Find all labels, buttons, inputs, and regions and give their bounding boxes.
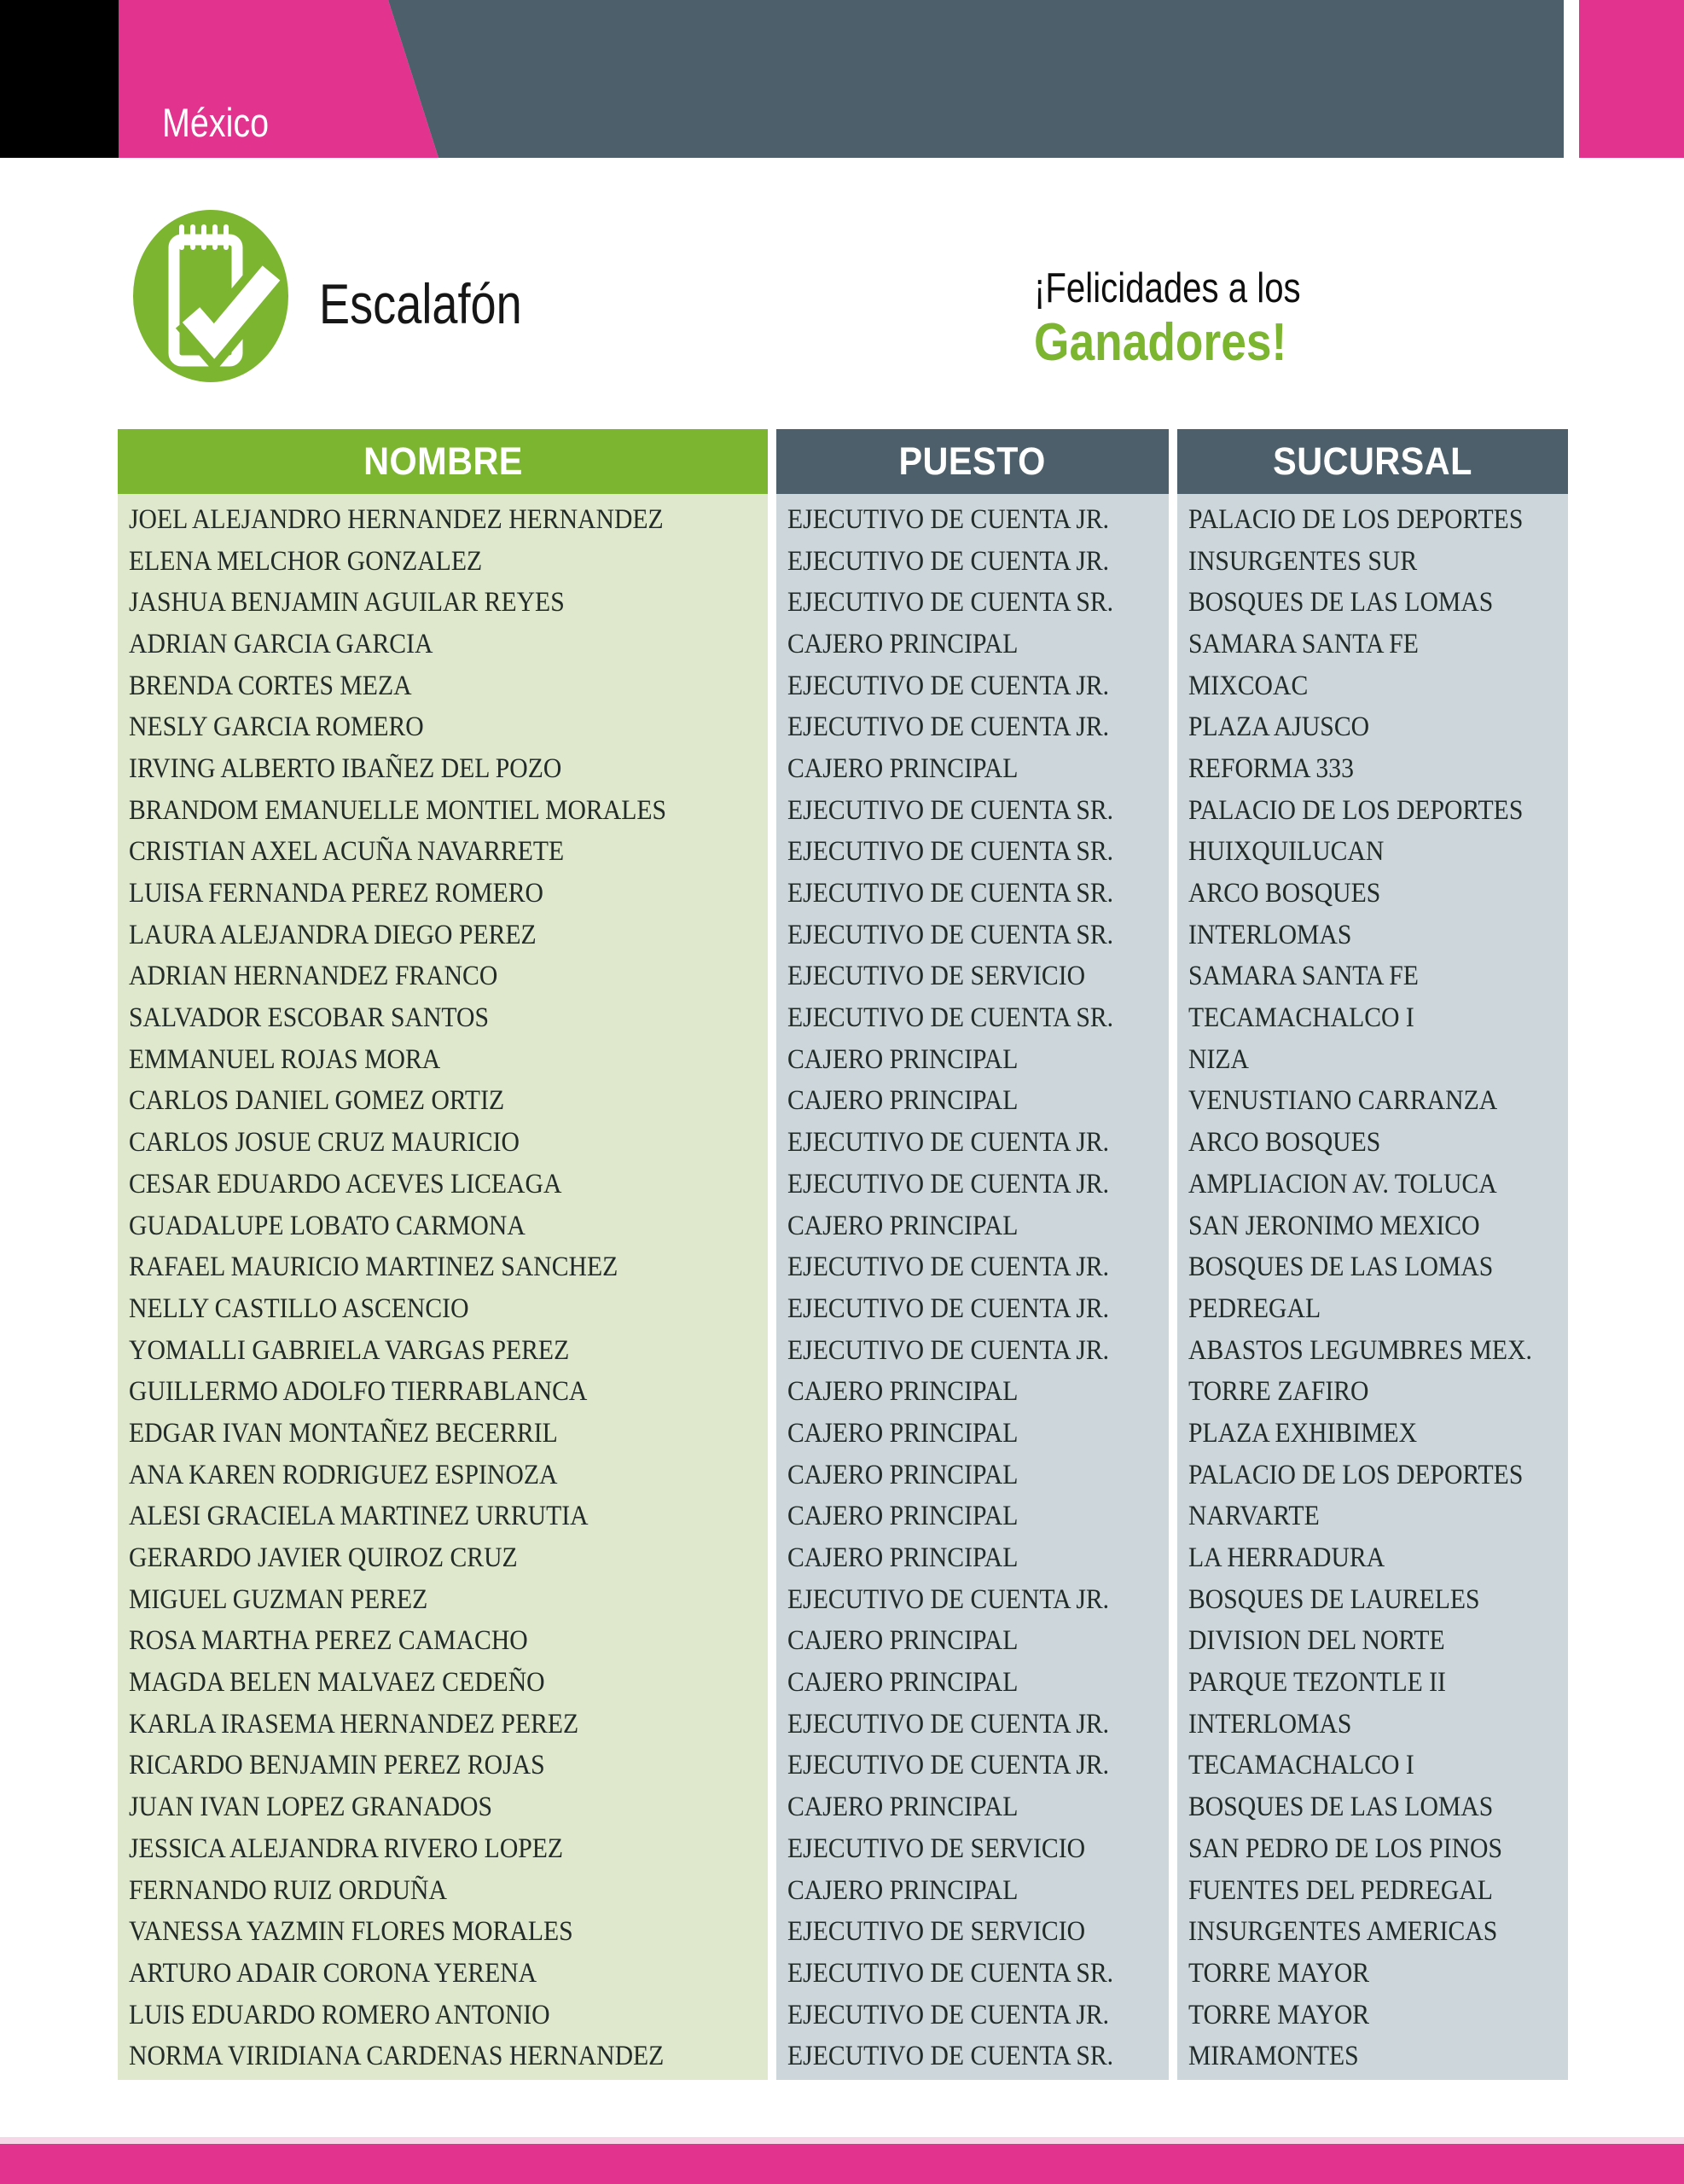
table-cell-text: CAJERO PRINCIPAL — [787, 1542, 1019, 1574]
footer-bar — [0, 2144, 1684, 2184]
congrats-line1: ¡Felicidades a los — [1034, 265, 1301, 311]
table-cell-text: CAJERO PRINCIPAL — [787, 1376, 1019, 1408]
table-cell-text: PEDREGAL — [1188, 1292, 1321, 1324]
table-cell-text: EJECUTIVO DE CUENTA JR. — [787, 1168, 1110, 1199]
table-cell-text: ROSA MARTHA PEREZ CAMACHO — [129, 1625, 528, 1657]
table-cell-text: JASHUA BENJAMIN AGUILAR REYES — [129, 587, 565, 619]
table-cell-text: PLAZA AJUSCO — [1188, 712, 1370, 743]
table-cell-sucursal — [1177, 915, 1568, 956]
table-cell-text: INTERLOMAS — [1188, 919, 1352, 950]
table-cell-puesto — [776, 1786, 1169, 1828]
table-cell-text: EJECUTIVO DE SERVICIO — [787, 1916, 1086, 1948]
table-cell-text: LUISA FERNANDA PEREZ ROMERO — [129, 878, 543, 909]
table-cell-text: INSURGENTES SUR — [1188, 545, 1418, 577]
column-body-nombre — [118, 494, 768, 2080]
table-cell-text: SAMARA SANTA FE — [1188, 628, 1419, 659]
table-cell-nombre — [118, 1621, 768, 1663]
table-cell-text: EJECUTIVO DE CUENTA JR. — [787, 1334, 1110, 1366]
table-cell-text: LA HERRADURA — [1188, 1542, 1385, 1574]
table-cell-sucursal — [1177, 832, 1568, 874]
table-cell-text: EJECUTIVO DE CUENTA SR. — [787, 836, 1114, 868]
table-cell-sucursal — [1177, 1081, 1568, 1123]
table-cell-nombre — [118, 1081, 768, 1123]
table-cell-text: EJECUTIVO DE CUENTA SR. — [787, 878, 1114, 909]
table-cell-nombre — [118, 1704, 768, 1745]
table-cell-nombre — [118, 1662, 768, 1704]
table-cell-text: EJECUTIVO DE CUENTA JR. — [787, 1583, 1110, 1615]
table-cell-text: CAJERO PRINCIPAL — [787, 628, 1019, 659]
table-cell-sucursal — [1177, 1330, 1568, 1372]
table-cell-sucursal — [1177, 541, 1568, 583]
table-cell-nombre — [118, 1164, 768, 1205]
table-cell-puesto — [776, 832, 1169, 874]
table-cell-puesto — [776, 997, 1169, 1039]
table-cell-text: BOSQUES DE LAS LOMAS — [1188, 1792, 1494, 1823]
table-cell-sucursal — [1177, 997, 1568, 1039]
table-cell-puesto — [776, 1828, 1169, 1870]
table-cell-text: LAURA ALEJANDRA DIEGO PEREZ — [129, 919, 537, 950]
table-cell-text: NESLY GARCIA ROMERO — [129, 712, 424, 743]
table-cell-nombre — [118, 1911, 768, 1953]
table-cell-puesto — [776, 1164, 1169, 1205]
table-cell-text: BOSQUES DE LAS LOMAS — [1188, 1252, 1494, 1283]
table-cell-puesto — [776, 1745, 1169, 1787]
table-cell-text: MIRAMONTES — [1188, 2041, 1359, 2072]
table-cell-nombre — [118, 1039, 768, 1081]
table-cell-text: EDGAR IVAN MONTAÑEZ BECERRIL — [129, 1417, 558, 1449]
table-cell-puesto — [776, 1371, 1169, 1413]
table-cell-text: GUADALUPE LOBATO CARMONA — [129, 1210, 526, 1241]
table-cell-text: ARCO BOSQUES — [1188, 878, 1381, 909]
table-cell-text: EJECUTIVO DE CUENTA JR. — [787, 670, 1110, 701]
table-cell-puesto — [776, 1039, 1169, 1081]
table-cell-puesto — [776, 582, 1169, 624]
table-cell-sucursal — [1177, 499, 1568, 541]
table-cell-text: CAJERO PRINCIPAL — [787, 1210, 1019, 1241]
table-cell-sucursal — [1177, 1995, 1568, 2036]
table-cell-text: VENUSTIANO CARRANZA — [1188, 1085, 1498, 1117]
table-cell-text: RICARDO BENJAMIN PEREZ ROJAS — [129, 1750, 545, 1781]
table-cell-nombre — [118, 1330, 768, 1372]
table-cell-text: AMPLIACION AV. TOLUCA — [1188, 1168, 1497, 1199]
table-cell-text: TECAMACHALCO I — [1188, 1750, 1414, 1781]
table-cell-text: EMMANUEL ROJAS MORA — [129, 1043, 441, 1075]
table-cell-text: INSURGENTES AMERICAS — [1188, 1916, 1498, 1948]
table-cell-text: NELLY CASTILLO ASCENCIO — [129, 1292, 469, 1324]
table-cell-sucursal — [1177, 1122, 1568, 1164]
table-cell-sucursal — [1177, 706, 1568, 748]
table-cell-sucursal — [1177, 1662, 1568, 1704]
table-cell-puesto — [776, 1205, 1169, 1247]
table-cell-sucursal — [1177, 1455, 1568, 1496]
table-cell-text: CESAR EDUARDO ACEVES LICEAGA — [129, 1168, 562, 1199]
table-cell-text: NORMA VIRIDIANA CARDENAS HERNANDEZ — [129, 2041, 665, 2072]
table-cell-text: PLAZA EXHIBIMEX — [1188, 1417, 1418, 1449]
table-cell-text: CAJERO PRINCIPAL — [787, 1085, 1019, 1117]
slate-banner — [388, 0, 1564, 158]
table-cell-puesto — [776, 915, 1169, 956]
table-cell-sucursal — [1177, 1039, 1568, 1081]
table-cell-puesto — [776, 499, 1169, 541]
table-cell-puesto — [776, 1288, 1169, 1330]
table-cell-text: EJECUTIVO DE CUENTA JR. — [787, 503, 1110, 535]
table-cell-nombre — [118, 1786, 768, 1828]
table-cell-nombre — [118, 1828, 768, 1870]
table-cell-text: EJECUTIVO DE CUENTA JR. — [787, 545, 1110, 577]
table-cell-text: REFORMA 333 — [1188, 752, 1354, 784]
table-cell-puesto — [776, 541, 1169, 583]
table-cell-nombre — [118, 915, 768, 956]
table-cell-text: PALACIO DE LOS DEPORTES — [1188, 1459, 1524, 1490]
table-cell-puesto — [776, 1455, 1169, 1496]
table-cell-puesto — [776, 1579, 1169, 1621]
table-cell-text: EJECUTIVO DE CUENTA SR. — [787, 1957, 1114, 1989]
table-cell-puesto — [776, 1953, 1169, 1995]
table-cell-sucursal — [1177, 624, 1568, 665]
table-cell-puesto — [776, 1122, 1169, 1164]
table-cell-nombre — [118, 748, 768, 790]
table-cell-text: NIZA — [1188, 1043, 1249, 1075]
table-cell-nombre — [118, 1455, 768, 1496]
table-cell-text: FUENTES DEL PEDREGAL — [1188, 1874, 1493, 1906]
table-cell-text: EJECUTIVO DE CUENTA JR. — [787, 1750, 1110, 1781]
table-cell-sucursal — [1177, 1496, 1568, 1538]
table-cell-sucursal — [1177, 1288, 1568, 1330]
table-cell-sucursal — [1177, 1537, 1568, 1579]
table-cell-text: PALACIO DE LOS DEPORTES — [1188, 503, 1524, 535]
table-cell-text: CAJERO PRINCIPAL — [787, 1874, 1019, 1906]
column-header-label: SUCURSAL — [1273, 439, 1472, 483]
table-cell-nombre — [118, 997, 768, 1039]
column-header-puesto — [776, 429, 1169, 494]
table-cell-text: ADRIAN HERNANDEZ FRANCO — [129, 961, 498, 992]
table-cell-nombre — [118, 2036, 768, 2077]
top-banner — [0, 0, 1684, 158]
table-cell-text: GERARDO JAVIER QUIROZ CRUZ — [129, 1542, 518, 1574]
table-cell-text: EJECUTIVO DE CUENTA JR. — [787, 1292, 1110, 1324]
table-cell-text: TORRE MAYOR — [1188, 1999, 1370, 2030]
column-header-label: PUESTO — [898, 439, 1047, 483]
table-cell-text: ARTURO ADAIR CORONA YERENA — [129, 1957, 537, 1989]
table-cell-text: EJECUTIVO DE CUENTA JR. — [787, 1999, 1110, 2030]
table-cell-sucursal — [1177, 1828, 1568, 1870]
column-header-sucursal — [1177, 429, 1568, 494]
table-cell-text: ARCO BOSQUES — [1188, 1127, 1381, 1159]
table-cell-nombre — [118, 790, 768, 832]
table-cell-text: KARLA IRASEMA HERNANDEZ PEREZ — [129, 1708, 579, 1740]
table-cell-sucursal — [1177, 1911, 1568, 1953]
table-cell-text: EJECUTIVO DE CUENTA SR. — [787, 1002, 1114, 1034]
table-cell-sucursal — [1177, 1953, 1568, 1995]
table-cell-nombre — [118, 1579, 768, 1621]
table-cell-text: NARVARTE — [1188, 1501, 1320, 1532]
table-cell-nombre — [118, 624, 768, 665]
table-cell-puesto — [776, 1246, 1169, 1288]
table-cell-puesto — [776, 1537, 1169, 1579]
table-cell-text: GUILLERMO ADOLFO TIERRABLANCA — [129, 1376, 588, 1408]
table-cell-puesto — [776, 1496, 1169, 1538]
table-cell-puesto — [776, 1870, 1169, 1912]
table-cell-nombre — [118, 1537, 768, 1579]
table-cell-text: TORRE MAYOR — [1188, 1957, 1370, 1989]
table-cell-text: ANA KAREN RODRIGUEZ ESPINOZA — [129, 1459, 558, 1490]
clipboard-check-icon — [130, 207, 293, 386]
table-cell-puesto — [776, 956, 1169, 998]
table-cell-sucursal — [1177, 1745, 1568, 1787]
table-cell-puesto — [776, 624, 1169, 665]
table-cell-nombre — [118, 582, 768, 624]
table-cell-puesto — [776, 790, 1169, 832]
table-cell-text: MIXCOAC — [1188, 670, 1309, 701]
table-cell-sucursal — [1177, 1205, 1568, 1247]
table-cell-text: BOSQUES DE LAS LOMAS — [1188, 587, 1494, 619]
table-cell-sucursal — [1177, 1413, 1568, 1455]
table-cell-sucursal — [1177, 2036, 1568, 2077]
table-cell-nombre — [118, 706, 768, 748]
black-corner-block — [0, 0, 119, 158]
column-body-puesto — [776, 494, 1169, 2080]
table-cell-text: CAJERO PRINCIPAL — [787, 752, 1019, 784]
table-cell-nombre — [118, 956, 768, 998]
table-cell-nombre — [118, 1413, 768, 1455]
table-cell-text: MAGDA BELEN MALVAEZ CEDEÑO — [129, 1667, 545, 1699]
table-cell-text: TECAMACHALCO I — [1188, 1002, 1414, 1034]
table-cell-text: CARLOS JOSUE CRUZ MAURICIO — [129, 1127, 520, 1159]
table-cell-text: PARQUE TEZONTLE II — [1188, 1667, 1446, 1699]
table-cell-nombre — [118, 1953, 768, 1995]
table-cell-text: CARLOS DANIEL GOMEZ ORTIZ — [129, 1085, 505, 1117]
table-cell-sucursal — [1177, 1371, 1568, 1413]
table-cell-text: JOEL ALEJANDRO HERNANDEZ HERNANDEZ — [129, 503, 664, 535]
table-cell-text: MIGUEL GUZMAN PEREZ — [129, 1583, 428, 1615]
table-cell-text: CAJERO PRINCIPAL — [787, 1625, 1019, 1657]
table-cell-puesto — [776, 706, 1169, 748]
table-cell-sucursal — [1177, 665, 1568, 707]
table-cell-sucursal — [1177, 1704, 1568, 1745]
table-cell-text: CAJERO PRINCIPAL — [787, 1501, 1019, 1532]
table-cell-text: SAN JERONIMO MEXICO — [1188, 1210, 1480, 1241]
table-cell-puesto — [776, 1995, 1169, 2036]
table-cell-sucursal — [1177, 582, 1568, 624]
table-cell-sucursal — [1177, 1579, 1568, 1621]
table-cell-nombre — [118, 499, 768, 541]
table-cell-text: ABASTOS LEGUMBRES MEX. — [1188, 1334, 1532, 1366]
table-cell-text: YOMALLI GABRIELA VARGAS PEREZ — [129, 1334, 570, 1366]
table-cell-text: EJECUTIVO DE CUENTA SR. — [787, 919, 1114, 950]
column-body-sucursal — [1177, 494, 1568, 2080]
column-nombre — [118, 429, 768, 2080]
table-cell-text: ALESI GRACIELA MARTINEZ URRUTIA — [129, 1501, 589, 1532]
table-cell-nombre — [118, 1496, 768, 1538]
table-cell-text: EJECUTIVO DE CUENTA SR. — [787, 794, 1114, 826]
table-cell-nombre — [118, 873, 768, 915]
table-cell-nombre — [118, 665, 768, 707]
table-cell-puesto — [776, 665, 1169, 707]
congrats-line2: Ganadores! — [1034, 313, 1287, 372]
table-cell-text: BRENDA CORTES MEZA — [129, 670, 412, 701]
table-cell-text: CAJERO PRINCIPAL — [787, 1043, 1019, 1075]
table-cell-sucursal — [1177, 1786, 1568, 1828]
table-cell-sucursal — [1177, 1870, 1568, 1912]
pink-corner-block — [1579, 0, 1684, 158]
table-cell-sucursal — [1177, 748, 1568, 790]
table-cell-text: BOSQUES DE LAURELES — [1188, 1583, 1480, 1615]
table-cell-text: CAJERO PRINCIPAL — [787, 1459, 1019, 1490]
table-cell-sucursal — [1177, 873, 1568, 915]
table-cell-text: FERNANDO RUIZ ORDUÑA — [129, 1874, 447, 1906]
table-cell-nombre — [118, 832, 768, 874]
table-cell-sucursal — [1177, 956, 1568, 998]
table-cell-nombre — [118, 1246, 768, 1288]
table-cell-puesto — [776, 748, 1169, 790]
table-cell-text: SAN PEDRO DE LOS PINOS — [1188, 1833, 1503, 1864]
table-cell-sucursal — [1177, 1246, 1568, 1288]
table-cell-text: IRVING ALBERTO IBAÑEZ DEL POZO — [129, 752, 562, 784]
table-cell-puesto — [776, 1621, 1169, 1663]
table-cell-sucursal — [1177, 1164, 1568, 1205]
table-cell-text: SAMARA SANTA FE — [1188, 961, 1419, 992]
table-cell-puesto — [776, 1330, 1169, 1372]
table-cell-text: LUIS EDUARDO ROMERO ANTONIO — [129, 1999, 550, 2030]
table-cell-text: JESSICA ALEJANDRA RIVERO LOPEZ — [129, 1833, 564, 1864]
table-cell-puesto — [776, 1911, 1169, 1953]
table-cell-text: CAJERO PRINCIPAL — [787, 1792, 1019, 1823]
table-cell-text: EJECUTIVO DE CUENTA SR. — [787, 2041, 1114, 2072]
page-title: Escalafón — [319, 272, 522, 335]
table-cell-nombre — [118, 1745, 768, 1787]
table-cell-text: EJECUTIVO DE SERVICIO — [787, 961, 1086, 992]
table-cell-text: INTERLOMAS — [1188, 1708, 1352, 1740]
table-cell-text: BRANDOM EMANUELLE MONTIEL MORALES — [129, 794, 666, 826]
table-cell-text: EJECUTIVO DE CUENTA JR. — [787, 1708, 1110, 1740]
table-cell-nombre — [118, 1995, 768, 2036]
table-cell-puesto — [776, 1704, 1169, 1745]
table-cell-text: VANESSA YAZMIN FLORES MORALES — [129, 1916, 573, 1948]
table-cell-text: RAFAEL MAURICIO MARTINEZ SANCHEZ — [129, 1252, 618, 1283]
column-header-nombre — [118, 429, 768, 494]
table-cell-text: EJECUTIVO DE CUENTA JR. — [787, 1127, 1110, 1159]
table-cell-nombre — [118, 1870, 768, 1912]
table-cell-nombre — [118, 1122, 768, 1164]
table-cell-text: HUIXQUILUCAN — [1188, 836, 1385, 868]
column-sucursal — [1177, 429, 1568, 2080]
table-cell-nombre — [118, 1371, 768, 1413]
table-cell-puesto — [776, 873, 1169, 915]
table-cell-text: TORRE ZAFIRO — [1188, 1376, 1369, 1408]
table-cell-text: EJECUTIVO DE SERVICIO — [787, 1833, 1086, 1864]
table-cell-nombre — [118, 1288, 768, 1330]
footer-accent-line — [0, 2137, 1684, 2144]
table-cell-puesto — [776, 2036, 1169, 2077]
table-cell-sucursal — [1177, 1621, 1568, 1663]
table-cell-nombre — [118, 541, 768, 583]
table-cell-nombre — [118, 1205, 768, 1247]
table-cell-text: EJECUTIVO DE CUENTA SR. — [787, 587, 1114, 619]
table-cell-text: CRISTIAN AXEL ACUÑA NAVARRETE — [129, 836, 565, 868]
table-cell-text: ELENA MELCHOR GONZALEZ — [129, 545, 483, 577]
table-cell-puesto — [776, 1413, 1169, 1455]
table-cell-text: CAJERO PRINCIPAL — [787, 1667, 1019, 1699]
table-cell-text: JUAN IVAN LOPEZ GRANADOS — [129, 1792, 492, 1823]
column-header-label: NOMBRE — [363, 439, 523, 483]
table-cell-text: CAJERO PRINCIPAL — [787, 1417, 1019, 1449]
table-cell-puesto — [776, 1081, 1169, 1123]
table-cell-text: EJECUTIVO DE CUENTA JR. — [787, 712, 1110, 743]
table-cell-text: SALVADOR ESCOBAR SANTOS — [129, 1002, 489, 1034]
table-cell-text: EJECUTIVO DE CUENTA JR. — [787, 1252, 1110, 1283]
table-cell-text: PALACIO DE LOS DEPORTES — [1188, 794, 1524, 826]
table-cell-text: DIVISION DEL NORTE — [1188, 1625, 1445, 1657]
region-label: México — [162, 100, 270, 145]
table-cell-text: ADRIAN GARCIA GARCIA — [129, 628, 433, 659]
column-puesto — [776, 429, 1169, 2080]
table-cell-sucursal — [1177, 790, 1568, 832]
table-cell-puesto — [776, 1662, 1169, 1704]
